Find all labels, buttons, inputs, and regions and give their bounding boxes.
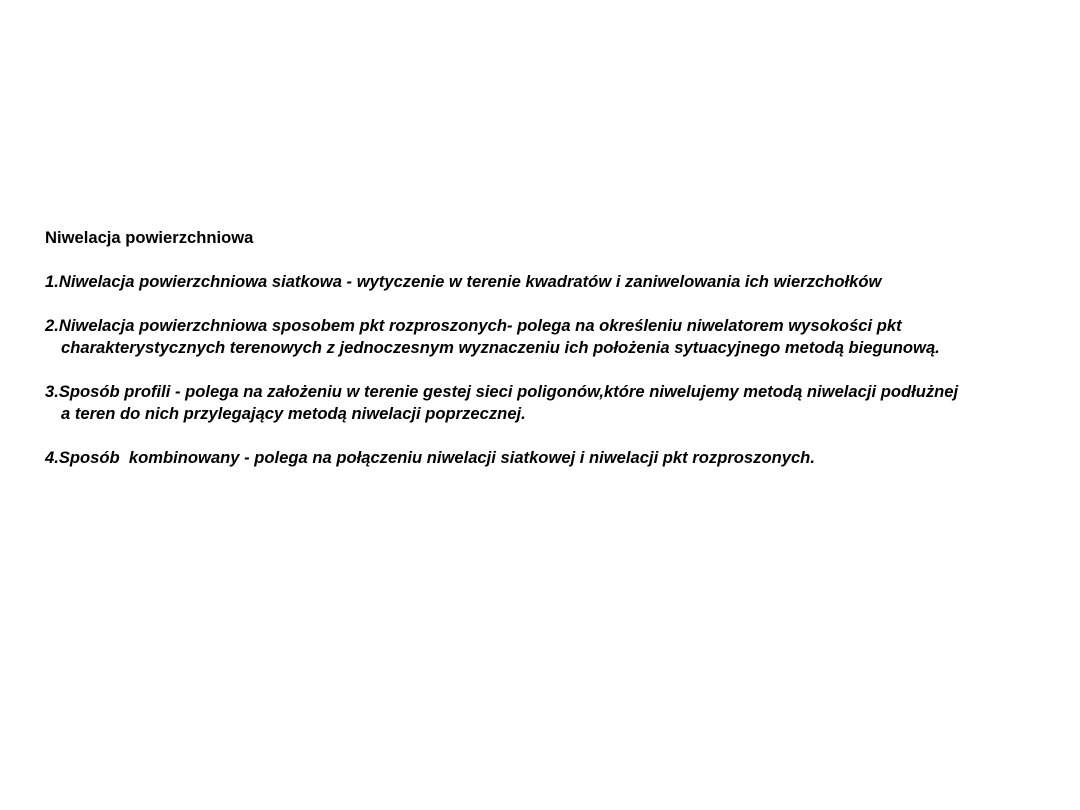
list-item-1-line-1: 1.Niwelacja powierzchniowa siatkowa - wytyczenie w terenie kwadratów i zaniwelowania ich wierzchołków <box>45 272 882 291</box>
list-item-3-line-1: 3.Sposób profili - polega na założeniu w terenie gestej sieci poligonów,które niwelujemy metodą niwelacji podłużnej <box>45 382 959 401</box>
list-item-2 <box>45 315 1075 359</box>
list-item-4 <box>45 447 1075 469</box>
list-item-1 <box>45 271 1075 293</box>
list-item-2-line-1: 2.Niwelacja powierzchniowa sposobem pkt rozproszonych- polega na określeniu niwelatorem wysokości pkt <box>45 316 902 335</box>
list-item-2-line-2: charakterystycznych terenowych z jednoczesnym wyznaczeniu ich położenia sytuacyjnego metodą biegunową. <box>61 338 940 357</box>
slide-content <box>45 227 1075 491</box>
list-item-3 <box>45 381 1075 425</box>
list-item-3-line-2: a teren do nich przylegający metodą niwelacji poprzecznej. <box>61 404 526 423</box>
list-item-4-line-1: 4.Sposób kombinowany - polega na połączeniu niwelacji siatkowej i niwelacji pkt rozproszonych. <box>45 448 815 467</box>
slide-title: Niwelacja powierzchniowa <box>45 228 254 247</box>
